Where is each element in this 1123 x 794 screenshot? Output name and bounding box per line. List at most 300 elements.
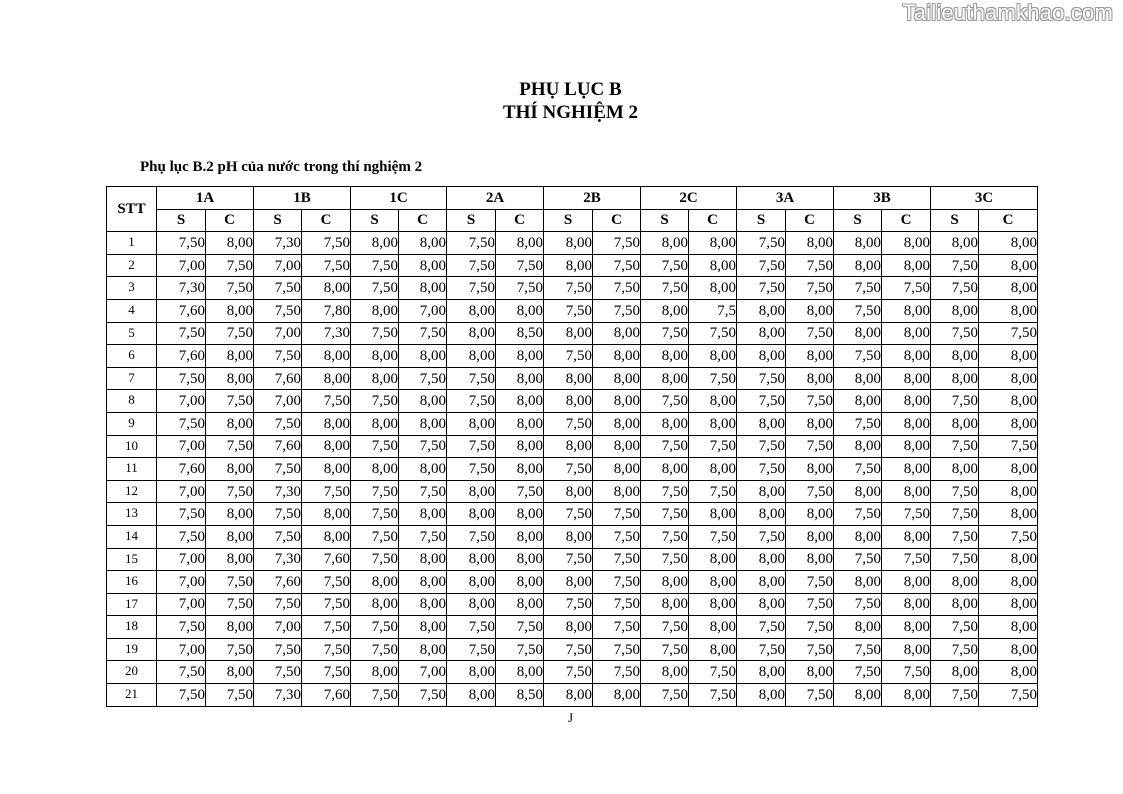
ph-value-cell: 8,00 [786,548,834,571]
row-number-cell: 6 [107,345,157,368]
ph-value-cell: 8,00 [931,661,979,684]
ph-value-cell: 8,00 [689,458,737,481]
page-number: J [567,710,574,725]
ph-value-cell: 7,50 [302,661,351,684]
ph-value-cell: 7,50 [931,277,979,300]
sub-header-c: C [206,209,254,232]
ph-value-cell: 8,00 [399,503,447,526]
ph-value-cell: 7,50 [689,322,737,345]
row-number-cell: 20 [107,661,157,684]
ph-value-cell: 7,50 [737,367,786,390]
ph-value-cell: 8,00 [593,390,641,413]
ph-value-cell: 8,00 [882,322,931,345]
ph-value-cell: 7,50 [882,503,931,526]
ph-value-cell: 8,00 [447,503,496,526]
ph-value-cell: 7,50 [641,322,689,345]
ph-value-cell: 8,00 [496,367,544,390]
ph-value-cell: 8,00 [399,345,447,368]
ph-value-cell: 7,60 [254,571,302,594]
ph-value-cell: 8,00 [206,616,254,639]
ph-value-cell: 8,00 [447,299,496,322]
ph-value-cell: 7,50 [157,616,206,639]
ph-value-cell: 8,00 [737,684,786,707]
ph-value-cell: 8,00 [447,593,496,616]
ph-value-cell: 7,50 [931,390,979,413]
ph-value-cell: 7,50 [593,525,641,548]
ph-value-cell: 7,50 [786,435,834,458]
ph-value-cell: 7,50 [544,299,593,322]
ph-value-cell: 8,00 [496,345,544,368]
table-row [107,616,1038,639]
ph-value-cell: 8,00 [447,322,496,345]
row-number-cell: 3 [107,277,157,300]
table-row [107,367,1038,390]
ph-value-cell: 8,00 [399,390,447,413]
ph-value-cell: 8,00 [399,548,447,571]
ph-value-cell: 8,00 [979,503,1038,526]
ph-value-cell: 8,00 [979,638,1038,661]
group-header-row [107,187,1038,210]
ph-value-cell: 8,00 [737,480,786,503]
ph-value-cell: 8,00 [979,390,1038,413]
ph-value-cell: 8,00 [979,458,1038,481]
ph-value-cell: 7,50 [206,638,254,661]
ph-value-cell: 7,50 [882,548,931,571]
table-row [107,684,1038,707]
ph-value-cell: 8,00 [399,277,447,300]
ph-value-cell: 8,00 [979,254,1038,277]
ph-value-cell: 7,50 [254,458,302,481]
group-header: 1B [254,187,351,210]
ph-value-cell: 8,00 [931,571,979,594]
table-row [107,345,1038,368]
ph-value-cell: 8,00 [496,503,544,526]
ph-value-cell: 7,50 [593,277,641,300]
ph-value-cell: 7,50 [593,638,641,661]
ph-value-cell: 7,50 [447,390,496,413]
experiment-title: THÍ NGHIỆM 2 [502,102,639,123]
ph-value-cell: 8,00 [689,616,737,639]
ph-value-cell: 8,00 [882,390,931,413]
ph-value-cell: 8,00 [931,232,979,255]
ph-value-cell: 8,00 [834,390,882,413]
ph-value-cell: 7,50 [399,435,447,458]
ph-value-cell: 7,50 [447,277,496,300]
ph-value-cell: 7,50 [351,548,399,571]
ph-value-cell: 8,00 [689,390,737,413]
ph-value-cell: 7,50 [786,322,834,345]
ph-value-cell: 8,00 [641,661,689,684]
ph-value-cell: 7,50 [496,616,544,639]
ph-value-cell: 8,00 [786,661,834,684]
ph-value-cell: 7,60 [157,345,206,368]
sub-header-s: S [254,209,302,232]
ph-value-cell: 7,50 [157,525,206,548]
ph-value-cell: 7,50 [689,435,737,458]
ph-value-cell: 8,00 [593,367,641,390]
group-header: 3A [737,187,834,210]
ph-value-cell: 7,50 [254,277,302,300]
ph-value-cell: 8,00 [447,684,496,707]
ph-value-cell: 8,00 [979,367,1038,390]
ph-value-cell: 8,00 [496,435,544,458]
ph-value-cell: 8,00 [302,345,351,368]
ph-value-cell: 8,00 [302,277,351,300]
ph-value-cell: 8,50 [496,684,544,707]
ph-value-cell: 8,00 [882,435,931,458]
ph-value-cell: 7,50 [641,435,689,458]
ph-value-cell: 7,50 [593,254,641,277]
table-row [107,593,1038,616]
ph-value-cell: 7,00 [157,638,206,661]
sub-header-row [107,209,1038,232]
ph-value-cell: 8,00 [399,571,447,594]
ph-value-cell: 8,00 [544,232,593,255]
sub-header-s: S [544,209,593,232]
ph-value-cell: 8,00 [641,299,689,322]
ph-value-cell: 8,00 [882,616,931,639]
ph-value-cell: 7,50 [931,616,979,639]
ph-value-cell: 8,00 [447,345,496,368]
ph-value-cell: 8,00 [979,299,1038,322]
ph-value-cell: 8,00 [544,480,593,503]
ph-value-cell: 8,00 [206,661,254,684]
ph-value-cell: 8,00 [882,345,931,368]
row-number-cell: 19 [107,638,157,661]
ph-value-cell: 8,00 [496,458,544,481]
ph-value-cell: 7,50 [593,593,641,616]
row-number-cell: 7 [107,367,157,390]
ph-value-cell: 8,00 [351,345,399,368]
ph-value-cell: 8,00 [834,571,882,594]
ph-value-cell: 7,80 [302,299,351,322]
ph-value-cell: 7,50 [593,299,641,322]
ph-value-cell: 8,00 [882,254,931,277]
ph-value-cell: 7,60 [254,435,302,458]
ph-value-cell: 7,50 [834,458,882,481]
stt-header: STT [107,187,157,232]
ph-value-cell: 7,50 [931,638,979,661]
ph-value-cell: 7,50 [593,571,641,594]
ph-value-cell: 7,50 [786,571,834,594]
group-header: 1A [157,187,254,210]
row-number-cell: 16 [107,571,157,594]
ph-value-cell: 7,50 [689,367,737,390]
ph-value-cell: 7,50 [737,390,786,413]
sub-header-s: S [641,209,689,232]
ph-value-cell: 8,00 [593,684,641,707]
ph-value-cell: 8,00 [544,525,593,548]
ph-value-cell: 7,00 [399,299,447,322]
ph-value-cell: 7,50 [641,638,689,661]
ph-value-cell: 8,00 [496,390,544,413]
row-number-cell: 4 [107,299,157,322]
row-number-cell: 1 [107,232,157,255]
ph-value-cell: 8,00 [593,458,641,481]
ph-value-cell: 7,50 [544,548,593,571]
sub-header-c: C [302,209,351,232]
table-row [107,412,1038,435]
ph-value-cell: 7,30 [254,232,302,255]
ph-value-cell: 7,50 [689,661,737,684]
sub-header-c: C [399,209,447,232]
ph-value-cell: 7,50 [641,480,689,503]
row-number-cell: 12 [107,480,157,503]
ph-value-cell: 7,50 [302,638,351,661]
ph-value-cell: 8,00 [544,616,593,639]
ph-value-cell: 7,50 [641,548,689,571]
ph-value-cell: 7,50 [206,435,254,458]
ph-value-cell: 7,50 [447,254,496,277]
ph-value-cell: 8,00 [496,525,544,548]
ph-value-cell: 7,50 [399,322,447,345]
table-row [107,277,1038,300]
ph-value-cell: 7,50 [206,684,254,707]
ph-value-cell: 8,00 [302,367,351,390]
ph-value-cell: 7,50 [931,322,979,345]
ph-value-cell: 7,50 [351,322,399,345]
ph-value-cell: 7,50 [254,412,302,435]
ph-value-cell: 8,00 [689,593,737,616]
ph-value-cell: 7,50 [834,345,882,368]
sub-header-c: C [786,209,834,232]
sub-header-c: C [496,209,544,232]
ph-value-cell: 8,00 [979,661,1038,684]
ph-value-cell: 8,00 [496,571,544,594]
ph-value-cell: 7,60 [302,684,351,707]
ph-value-cell: 8,00 [979,232,1038,255]
ph-value-cell: 8,00 [351,412,399,435]
ph-value-cell: 8,00 [302,412,351,435]
ph-value-cell: 8,00 [593,345,641,368]
ph-value-cell: 7,50 [737,638,786,661]
ph-value-cell: 8,00 [399,458,447,481]
table-row [107,548,1038,571]
row-number-cell: 8 [107,390,157,413]
ph-value-cell: 7,60 [157,299,206,322]
row-number-cell: 5 [107,322,157,345]
ph-value-cell: 7,30 [254,480,302,503]
ph-value-cell: 8,00 [737,503,786,526]
ph-value-cell: 7,5 [689,299,737,322]
ph-value-cell: 7,50 [593,661,641,684]
row-number-cell: 14 [107,525,157,548]
ph-table [106,186,1038,707]
ph-value-cell: 8,00 [496,299,544,322]
ph-value-cell: 7,50 [544,593,593,616]
ph-value-cell: 8,00 [351,571,399,594]
ph-value-cell: 7,50 [544,503,593,526]
sub-header-s: S [931,209,979,232]
ph-value-cell: 7,50 [737,232,786,255]
table-row [107,322,1038,345]
appendix-title: PHỤ LỤC B [519,79,622,100]
ph-value-cell: 7,50 [157,661,206,684]
ph-value-cell: 8,00 [979,345,1038,368]
ph-value-cell: 8,00 [689,548,737,571]
ph-value-cell: 7,50 [544,458,593,481]
table-row [107,525,1038,548]
ph-value-cell: 7,50 [641,503,689,526]
ph-value-cell: 8,00 [302,435,351,458]
ph-value-cell: 8,00 [834,367,882,390]
ph-value-cell: 8,00 [351,232,399,255]
ph-value-cell: 7,50 [496,254,544,277]
ph-value-cell: 7,50 [834,638,882,661]
ph-value-cell: 8,00 [882,480,931,503]
ph-value-cell: 8,00 [689,232,737,255]
ph-value-cell: 8,00 [399,638,447,661]
ph-value-cell: 7,00 [157,480,206,503]
ph-value-cell: 8,00 [689,277,737,300]
ph-value-cell: 8,00 [496,593,544,616]
ph-value-cell: 8,00 [931,593,979,616]
table-row [107,661,1038,684]
ph-value-cell: 7,50 [641,254,689,277]
ph-value-cell: 7,50 [737,458,786,481]
ph-value-cell: 8,00 [593,480,641,503]
ph-value-cell: 7,50 [447,367,496,390]
ph-value-cell: 7,30 [254,684,302,707]
row-number-cell: 17 [107,593,157,616]
ph-value-cell: 7,50 [979,322,1038,345]
ph-value-cell: 8,00 [544,367,593,390]
ph-value-cell: 7,50 [447,435,496,458]
group-header: 2A [447,187,544,210]
ph-value-cell: 7,50 [593,616,641,639]
ph-value-cell: 7,50 [834,503,882,526]
group-header: 3C [931,187,1038,210]
ph-value-cell: 7,50 [302,571,351,594]
ph-value-cell: 7,50 [834,661,882,684]
ph-value-cell: 8,00 [882,525,931,548]
ph-value-cell: 7,50 [979,525,1038,548]
ph-value-cell: 7,50 [399,684,447,707]
table-row [107,390,1038,413]
group-header: 3B [834,187,931,210]
ph-value-cell: 8,00 [931,345,979,368]
ph-value-cell: 7,50 [544,661,593,684]
table-body [107,232,1038,706]
ph-value-cell: 8,00 [206,232,254,255]
ph-value-cell: 7,50 [351,254,399,277]
ph-value-cell: 7,50 [206,322,254,345]
ph-value-cell: 8,00 [351,367,399,390]
sub-header-s: S [447,209,496,232]
ph-value-cell: 8,00 [979,480,1038,503]
ph-value-cell: 7,50 [302,390,351,413]
sub-header-c: C [593,209,641,232]
ph-value-cell: 8,00 [834,435,882,458]
ph-value-cell: 8,00 [834,322,882,345]
ph-value-cell: 8,00 [447,412,496,435]
ph-value-cell: 8,00 [834,525,882,548]
ph-value-cell: 8,00 [689,571,737,594]
ph-value-cell: 7,50 [447,616,496,639]
ph-value-cell: 7,30 [254,548,302,571]
ph-value-cell: 7,50 [931,480,979,503]
ph-value-cell: 8,00 [206,412,254,435]
ph-value-cell: 8,00 [302,458,351,481]
ph-value-cell: 7,50 [593,503,641,526]
ph-value-cell: 8,00 [882,571,931,594]
ph-value-cell: 7,50 [882,661,931,684]
ph-value-cell: 8,00 [641,367,689,390]
ph-value-cell: 8,00 [737,299,786,322]
ph-value-cell: 7,60 [157,458,206,481]
ph-value-cell: 7,50 [254,661,302,684]
ph-value-cell: 8,00 [979,616,1038,639]
ph-value-cell: 7,50 [351,435,399,458]
group-header: 1C [351,187,447,210]
sub-header-c: C [979,209,1038,232]
ph-value-cell: 7,50 [544,277,593,300]
ph-value-cell: 7,50 [641,390,689,413]
ph-value-cell: 8,00 [834,254,882,277]
table-row [107,638,1038,661]
ph-value-cell: 7,50 [496,638,544,661]
ph-value-cell: 7,50 [834,412,882,435]
ph-value-cell: 8,00 [206,525,254,548]
ph-value-cell: 7,50 [302,232,351,255]
ph-value-cell: 7,50 [302,480,351,503]
ph-value-cell: 7,50 [399,525,447,548]
ph-value-cell: 7,50 [737,525,786,548]
ph-value-cell: 7,50 [931,525,979,548]
ph-value-cell: 8,00 [206,458,254,481]
table-caption: Phụ lục B.2 pH của nước trong thí nghiệm 2 [140,159,423,175]
ph-value-cell: 8,00 [593,435,641,458]
ph-value-cell: 7,50 [786,277,834,300]
ph-value-cell: 7,50 [931,548,979,571]
ph-value-cell: 7,50 [254,345,302,368]
ph-value-cell: 7,50 [206,277,254,300]
ph-value-cell: 8,00 [447,548,496,571]
ph-value-cell: 7,50 [157,367,206,390]
ph-value-cell: 7,50 [593,232,641,255]
ph-value-cell: 8,00 [351,593,399,616]
ph-value-cell: 8,50 [496,322,544,345]
ph-value-cell: 8,00 [786,232,834,255]
ph-value-cell: 8,00 [786,299,834,322]
ph-value-cell: 7,00 [254,322,302,345]
ph-value-cell: 8,00 [399,593,447,616]
ph-value-cell: 8,00 [979,412,1038,435]
ph-value-cell: 7,50 [206,571,254,594]
ph-value-cell: 8,00 [689,254,737,277]
ph-value-cell: 7,50 [979,435,1038,458]
ph-value-cell: 7,50 [302,254,351,277]
ph-value-cell: 7,50 [737,616,786,639]
ph-value-cell: 7,50 [786,254,834,277]
ph-value-cell: 7,50 [157,503,206,526]
table-row [107,503,1038,526]
ph-value-cell: 7,00 [399,661,447,684]
ph-value-cell: 7,50 [302,616,351,639]
ph-value-cell: 7,50 [544,638,593,661]
ph-value-cell: 7,00 [254,616,302,639]
row-number-cell: 21 [107,684,157,707]
table-row [107,254,1038,277]
ph-value-cell: 8,00 [979,277,1038,300]
ph-value-cell: 8,00 [834,480,882,503]
ph-value-cell: 7,50 [786,593,834,616]
ph-value-cell: 7,50 [206,390,254,413]
ph-value-cell: 8,00 [351,458,399,481]
ph-value-cell: 8,00 [593,322,641,345]
ph-value-cell: 7,00 [157,435,206,458]
ph-value-cell: 7,50 [399,480,447,503]
